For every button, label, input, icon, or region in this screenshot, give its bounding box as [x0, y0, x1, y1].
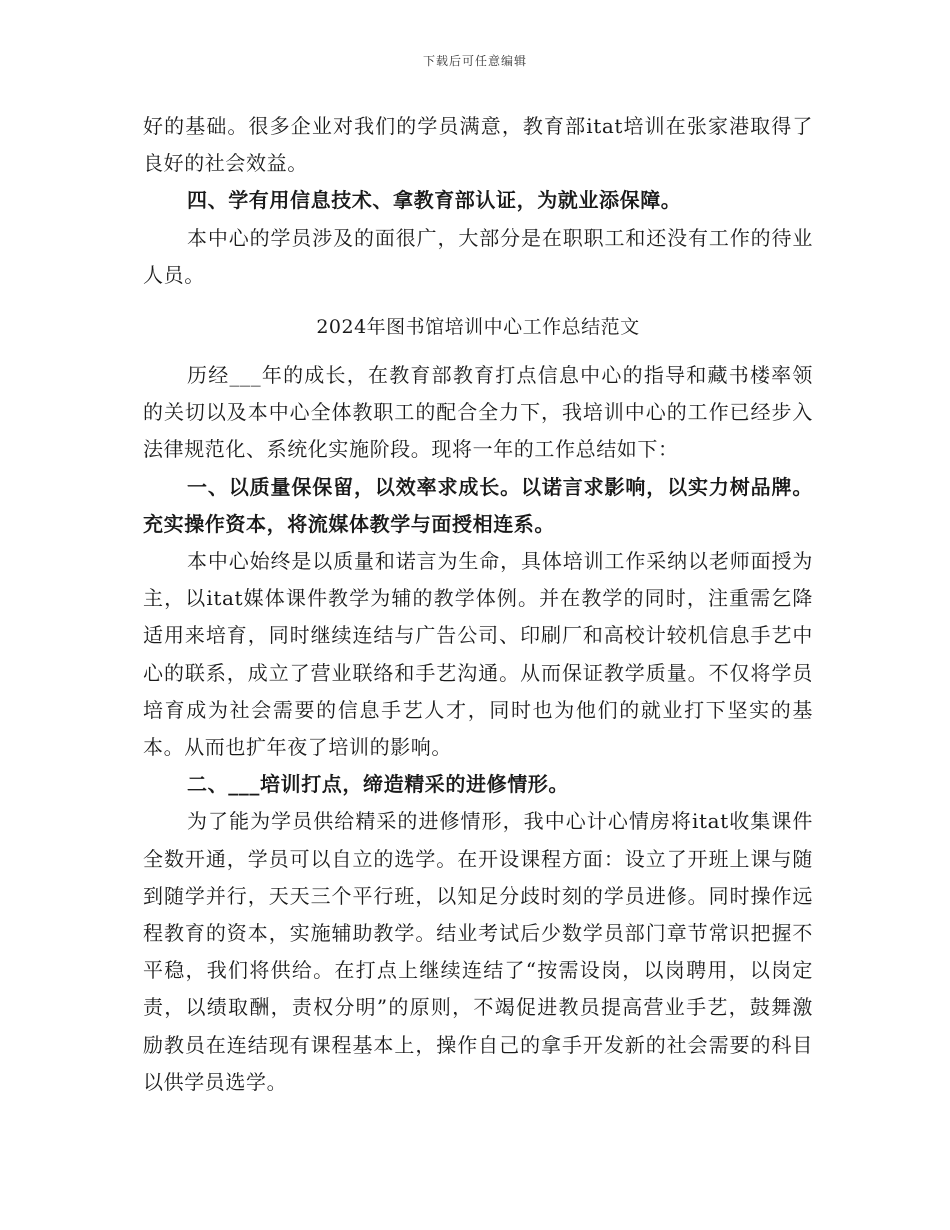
section-heading-four: 四、学有用信息技术、拿教育部认证，为就业添保障。 [187, 188, 682, 213]
paragraph-quality: 本中心始终是以质量和诺言为生命，具体培训工作采纳以老师面授为主，以itat媒体课件教学为辅的教学体例。并在教学的同时，注重需乞降适用来培育，同时继续连结与广告公司、印刷厂和高校计较机信息手艺中心的联系，成立了营业联络和手艺沟通。从而保证教学质量。不仅将学员培育成为社会需要的信息手艺人才，同时也为他们的就业打下坚实的基本。从而也扩年夜了培训的影响。 [143, 549, 813, 760]
section-heading-one: 一、以质量保保留，以效率求成长。以诺言求影响，以实力树品牌。充实操作资本，将流媒体教学与面授相连系。 [143, 474, 813, 536]
paragraph-continuation: 好的基础。很多企业对我们的学员满意，教育部itat培训在张家港取得了良好的社会效益。 [143, 114, 813, 176]
document-body [143, 108, 813, 1101]
paragraph-students: 本中心的学员涉及的面很广，大部分是在职职工和还没有工作的待业人员。 [143, 225, 813, 287]
paragraph-intro: 历经___年的成长，在教育部教育打点信息中心的指导和藏书楼率领的关切以及本中心全体教职工的配合全力下，我培训中心的工作已经步入法律规范化、系统化实施阶段。现将一年的工作总结如下： [143, 363, 813, 462]
paragraph-environment: 为了能为学员供给精采的进修情形，我中心计心情房将itat收集课件全数开通，学员可以自立的选学。在开设课程方面：设立了开班上课与随到随学并行，天天三个平行班，以知足分歧时刻的学员进修。同时操作远程教育的资本，实施辅助教学。结业考试后少数学员部门章节常识把握不平稳，我们将供给。在打点上继续连结了“按需设岗，以岗聘用，以岗定责，以绩取酬，责权分明”的原则，不竭促进教员提高营业手艺，鼓舞激励教员在连结现有课程基本上，操作自己的拿手开发新的社会需要的科目以供学员选学。 [143, 809, 813, 1094]
section-heading-two: 二、___培训打点，缔造精采的进修情形。 [187, 772, 569, 797]
page-header: 下载后可任意编辑 [422, 54, 527, 68]
document-title: 2024年图书馆培训中心工作总结范文 [316, 316, 640, 339]
